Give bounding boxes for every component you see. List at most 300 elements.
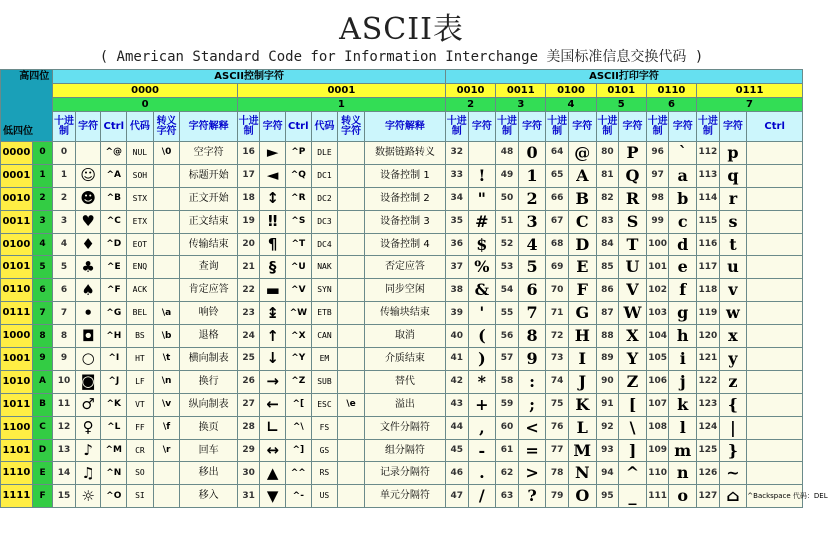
low-bits-label: 1000: [1, 325, 33, 348]
table-row: [1, 164, 803, 187]
high-bits-header: 0011: [496, 84, 546, 98]
decimal-cell: 71: [546, 302, 569, 325]
decimal-cell: 62: [496, 462, 519, 485]
decimal-cell: 112: [697, 142, 720, 165]
column-header: 十进制: [445, 112, 468, 142]
decimal-cell: 83: [596, 210, 619, 233]
decimal-cell: 40: [445, 325, 468, 348]
ctrl-cell: ^L: [101, 416, 127, 439]
decimal-cell: 111: [646, 485, 669, 508]
low-hex-label: 4: [32, 233, 53, 256]
description-cell: 溢出: [364, 393, 445, 416]
code-cell: VT: [127, 393, 154, 416]
escape-cell: [153, 187, 180, 210]
char-cell: O: [568, 485, 596, 508]
decimal-cell: 6: [53, 279, 76, 302]
low-hex-label: A: [32, 370, 53, 393]
char-cell: #: [468, 210, 496, 233]
table-row: [1, 439, 803, 462]
char-cell: ": [468, 187, 496, 210]
decimal-cell: 49: [496, 164, 519, 187]
decimal-cell: 53: [496, 256, 519, 279]
low-bits-label: 1110: [1, 462, 33, 485]
decimal-cell: 97: [646, 164, 669, 187]
decimal-cell: 7: [53, 302, 76, 325]
decimal-cell: 81: [596, 164, 619, 187]
page-title: ASCII表: [339, 12, 464, 47]
ctrl-cell: [747, 142, 803, 165]
column-header: 十进制: [496, 112, 519, 142]
high-bits-header: 0001: [237, 84, 445, 98]
char-cell: ►: [260, 142, 286, 165]
decimal-cell: 98: [646, 187, 669, 210]
char-cell: *: [468, 370, 496, 393]
low-hex-label: 5: [32, 256, 53, 279]
escape-cell: [338, 462, 365, 485]
column-header: 字符: [619, 112, 647, 142]
decimal-cell: 95: [596, 485, 619, 508]
code-cell: HT: [127, 348, 154, 371]
decimal-cell: 41: [445, 348, 468, 371]
escape-cell: \t: [153, 348, 180, 371]
decimal-cell: 110: [646, 462, 669, 485]
char-cell: c: [669, 210, 697, 233]
char-cell: ▼: [260, 485, 286, 508]
escape-cell: [338, 416, 365, 439]
description-cell: 退格: [180, 325, 237, 348]
decimal-cell: 60: [496, 416, 519, 439]
code-cell: RS: [311, 462, 338, 485]
decimal-cell: 114: [697, 187, 720, 210]
code-cell: DLE: [311, 142, 338, 165]
char-cell: 7: [518, 302, 546, 325]
char-cell: X: [619, 325, 647, 348]
low-bits-label: 0111: [1, 302, 33, 325]
table-row: [1, 393, 803, 416]
description-cell: 设备控制 3: [364, 210, 445, 233]
char-cell: ~: [719, 462, 747, 485]
ctrl-cell: ^Q: [285, 164, 311, 187]
code-cell: ENQ: [127, 256, 154, 279]
low-hex-label: B: [32, 393, 53, 416]
decimal-cell: 75: [546, 393, 569, 416]
low-bits-label: 0110: [1, 279, 33, 302]
char-cell: K: [568, 393, 596, 416]
ctrl-cell: [747, 187, 803, 210]
decimal-cell: 127: [697, 485, 720, 508]
char-cell: r: [719, 187, 747, 210]
decimal-cell: 58: [496, 370, 519, 393]
char-cell: >: [518, 462, 546, 485]
char-cell: ○: [75, 348, 101, 371]
escape-cell: [153, 233, 180, 256]
escape-cell: [338, 439, 365, 462]
column-header: 字符: [468, 112, 496, 142]
decimal-cell: 108: [646, 416, 669, 439]
char-cell: d: [669, 233, 697, 256]
low-bits-label: 1001: [1, 348, 33, 371]
column-header: 十进制: [697, 112, 720, 142]
escape-cell: [153, 462, 180, 485]
decimal-cell: 121: [697, 348, 720, 371]
decimal-cell: 101: [646, 256, 669, 279]
decimal-cell: 36: [445, 233, 468, 256]
decimal-cell: 125: [697, 439, 720, 462]
ctrl-cell: ^W: [285, 302, 311, 325]
ctrl-cell: ^S: [285, 210, 311, 233]
control-section-header: ASCII控制字符: [53, 70, 446, 84]
low-hex-label: F: [32, 485, 53, 508]
decimal-cell: 25: [237, 348, 260, 371]
char-cell: ▬: [260, 279, 286, 302]
description-cell: 同步空闲: [364, 279, 445, 302]
decimal-cell: 54: [496, 279, 519, 302]
char-cell: (: [468, 325, 496, 348]
decimal-cell: 24: [237, 325, 260, 348]
char-cell: J: [568, 370, 596, 393]
low-hex-label: E: [32, 462, 53, 485]
decimal-cell: 17: [237, 164, 260, 187]
char-cell: ↕: [260, 187, 286, 210]
low-bits-label: 1111: [1, 485, 33, 508]
decimal-cell: 70: [546, 279, 569, 302]
decimal-cell: 109: [646, 439, 669, 462]
char-cell: v: [719, 279, 747, 302]
high-hex-header: 3: [496, 98, 546, 112]
decimal-cell: 43: [445, 393, 468, 416]
char-cell: T: [619, 233, 647, 256]
decimal-cell: 9: [53, 348, 76, 371]
escape-cell: \e: [338, 393, 365, 416]
char-cell: I: [568, 348, 596, 371]
char-cell: u: [719, 256, 747, 279]
char-cell: D: [568, 233, 596, 256]
char-cell: %: [468, 256, 496, 279]
char-cell: ‼: [260, 210, 286, 233]
escape-cell: [338, 302, 365, 325]
ctrl-cell: ^C: [101, 210, 127, 233]
table-row: [1, 187, 803, 210]
description-cell: 回车: [180, 439, 237, 462]
decimal-cell: 22: [237, 279, 260, 302]
decimal-cell: 93: [596, 439, 619, 462]
escape-cell: [338, 233, 365, 256]
column-header: 字符: [719, 112, 747, 142]
description-cell: 正文结束: [180, 210, 237, 233]
decimal-cell: 126: [697, 462, 720, 485]
char-cell: l: [669, 416, 697, 439]
decimal-cell: 89: [596, 348, 619, 371]
decimal-cell: 30: [237, 462, 260, 485]
char-cell: q: [719, 164, 747, 187]
char-cell: ♠: [75, 279, 101, 302]
char-cell: ♂: [75, 393, 101, 416]
char-cell: ∟: [260, 416, 286, 439]
ctrl-cell: ^V: [285, 279, 311, 302]
ctrl-cell: ^X: [285, 325, 311, 348]
ctrl-cell: ^P: [285, 142, 311, 165]
decimal-cell: 57: [496, 348, 519, 371]
char-cell: :: [518, 370, 546, 393]
char-cell: R: [619, 187, 647, 210]
char-cell: t: [719, 233, 747, 256]
escape-cell: [338, 325, 365, 348]
char-cell: =: [518, 439, 546, 462]
code-cell: NUL: [127, 142, 154, 165]
char-cell: $: [468, 233, 496, 256]
decimal-cell: 32: [445, 142, 468, 165]
char-cell: F: [568, 279, 596, 302]
description-cell: 换页: [180, 416, 237, 439]
decimal-cell: 35: [445, 210, 468, 233]
description-cell: 取消: [364, 325, 445, 348]
code-cell: BEL: [127, 302, 154, 325]
char-cell: ': [468, 302, 496, 325]
decimal-cell: 100: [646, 233, 669, 256]
escape-cell: [338, 164, 365, 187]
char-cell: ¶: [260, 233, 286, 256]
decimal-cell: 2: [53, 187, 76, 210]
decimal-cell: 66: [546, 187, 569, 210]
char-cell: ▲: [260, 462, 286, 485]
ascii-grid: [0, 69, 828, 508]
char-cell: 5: [518, 256, 546, 279]
ctrl-cell: ^Z: [285, 370, 311, 393]
description-cell: 传输结束: [180, 233, 237, 256]
code-cell: SYN: [311, 279, 338, 302]
decimal-cell: 69: [546, 256, 569, 279]
ctrl-cell: ^Backspace 代码：DEL: [747, 485, 803, 508]
char-cell: i: [669, 348, 697, 371]
high-nibble-label: 高四位: [19, 71, 50, 82]
ctrl-cell: ^G: [101, 302, 127, 325]
low-hex-label: 6: [32, 279, 53, 302]
description-cell: 数据链路转义: [364, 142, 445, 165]
decimal-cell: 4: [53, 233, 76, 256]
char-cell: P: [619, 142, 647, 165]
description-cell: 换行: [180, 370, 237, 393]
char-cell: •: [75, 302, 101, 325]
decimal-cell: 64: [546, 142, 569, 165]
code-cell: FF: [127, 416, 154, 439]
decimal-cell: 14: [53, 462, 76, 485]
decimal-cell: 77: [546, 439, 569, 462]
description-cell: 响铃: [180, 302, 237, 325]
char-cell: &: [468, 279, 496, 302]
decimal-cell: 47: [445, 485, 468, 508]
ctrl-cell: [747, 462, 803, 485]
decimal-cell: 119: [697, 302, 720, 325]
code-cell: DC4: [311, 233, 338, 256]
code-cell: LF: [127, 370, 154, 393]
char-cell: ↓: [260, 348, 286, 371]
column-header: 十进制: [646, 112, 669, 142]
low-hex-label: 0: [32, 142, 53, 165]
char-cell: 9: [518, 348, 546, 371]
char-cell: ⌂: [719, 485, 747, 508]
decimal-cell: 59: [496, 393, 519, 416]
decimal-cell: 19: [237, 210, 260, 233]
decimal-cell: 21: [237, 256, 260, 279]
char-cell: [468, 142, 496, 165]
ctrl-cell: ^K: [101, 393, 127, 416]
ctrl-cell: ^-: [285, 485, 311, 508]
char-cell: 1: [518, 164, 546, 187]
char-cell: ◘: [75, 325, 101, 348]
decimal-cell: 124: [697, 416, 720, 439]
code-cell: CR: [127, 439, 154, 462]
char-cell: /: [468, 485, 496, 508]
high-hex-header: 7: [697, 98, 803, 112]
char-cell: ♪: [75, 439, 101, 462]
escape-cell: \f: [153, 416, 180, 439]
description-cell: 组分隔符: [364, 439, 445, 462]
escape-cell: [153, 210, 180, 233]
char-cell: ☼: [75, 485, 101, 508]
description-cell: 传输块结束: [364, 302, 445, 325]
low-hex-label: 7: [32, 302, 53, 325]
high-hex-header: 4: [546, 98, 596, 112]
ctrl-cell: [747, 370, 803, 393]
table-row: [1, 462, 803, 485]
ctrl-cell: ^H: [101, 325, 127, 348]
code-cell: ESC: [311, 393, 338, 416]
char-cell: `: [669, 142, 697, 165]
escape-cell: [153, 485, 180, 508]
description-cell: 记录分隔符: [364, 462, 445, 485]
char-cell: ←: [260, 393, 286, 416]
decimal-cell: 106: [646, 370, 669, 393]
decimal-cell: 78: [546, 462, 569, 485]
table-row: [1, 210, 803, 233]
column-header: 十进制: [53, 112, 76, 142]
char-cell: A: [568, 164, 596, 187]
code-cell: DC3: [311, 210, 338, 233]
decimal-cell: 96: [646, 142, 669, 165]
ctrl-cell: ^@: [101, 142, 127, 165]
escape-cell: [338, 256, 365, 279]
char-cell: L: [568, 416, 596, 439]
escape-cell: [153, 256, 180, 279]
decimal-cell: 116: [697, 233, 720, 256]
decimal-cell: 20: [237, 233, 260, 256]
ctrl-cell: [747, 233, 803, 256]
decimal-cell: 117: [697, 256, 720, 279]
decimal-cell: 72: [546, 325, 569, 348]
char-cell: ♀: [75, 416, 101, 439]
decimal-cell: 102: [646, 279, 669, 302]
decimal-cell: 104: [646, 325, 669, 348]
code-cell: SI: [127, 485, 154, 508]
low-hex-label: 8: [32, 325, 53, 348]
ctrl-cell: ^[: [285, 393, 311, 416]
low-bits-label: 0101: [1, 256, 33, 279]
char-cell: S: [619, 210, 647, 233]
decimal-cell: 79: [546, 485, 569, 508]
decimal-cell: 46: [445, 462, 468, 485]
char-cell: Y: [619, 348, 647, 371]
code-cell: EM: [311, 348, 338, 371]
char-cell: 3: [518, 210, 546, 233]
char-cell: !: [468, 164, 496, 187]
char-cell: }: [719, 439, 747, 462]
ctrl-cell: ^]: [285, 439, 311, 462]
table-row: [1, 325, 803, 348]
low-bits-label: 0000: [1, 142, 33, 165]
char-cell: |: [719, 416, 747, 439]
char-cell: p: [719, 142, 747, 165]
decimal-cell: 16: [237, 142, 260, 165]
decimal-cell: 65: [546, 164, 569, 187]
code-cell: GS: [311, 439, 338, 462]
high-hex-header: 0: [53, 98, 238, 112]
ctrl-cell: [747, 210, 803, 233]
table-row: [1, 233, 803, 256]
escape-cell: [153, 164, 180, 187]
char-cell: +: [468, 393, 496, 416]
char-cell: ]: [619, 439, 647, 462]
corner-cell: [1, 70, 53, 142]
decimal-cell: 38: [445, 279, 468, 302]
decimal-cell: 11: [53, 393, 76, 416]
char-cell: V: [619, 279, 647, 302]
char-cell: ↔: [260, 439, 286, 462]
ctrl-cell: ^A: [101, 164, 127, 187]
decimal-cell: 63: [496, 485, 519, 508]
code-cell: SO: [127, 462, 154, 485]
char-cell: ♣: [75, 256, 101, 279]
ctrl-cell: ^T: [285, 233, 311, 256]
char-cell: ◙: [75, 370, 101, 393]
column-header: 转义字符: [338, 112, 365, 142]
decimal-cell: 8: [53, 325, 76, 348]
ctrl-cell: [747, 416, 803, 439]
low-hex-label: 1: [32, 164, 53, 187]
char-cell: _: [619, 485, 647, 508]
table-row: [1, 302, 803, 325]
high-bits-header: 0000: [53, 84, 238, 98]
decimal-cell: 68: [546, 233, 569, 256]
decimal-cell: 39: [445, 302, 468, 325]
char-cell: [: [619, 393, 647, 416]
decimal-cell: 42: [445, 370, 468, 393]
column-header: 十进制: [596, 112, 619, 142]
description-cell: 正文开始: [180, 187, 237, 210]
escape-cell: \a: [153, 302, 180, 325]
decimal-cell: 1: [53, 164, 76, 187]
char-cell: 4: [518, 233, 546, 256]
description-cell: 肯定应答: [180, 279, 237, 302]
char-cell: a: [669, 164, 697, 187]
low-bits-label: 1010: [1, 370, 33, 393]
column-header: 字符: [669, 112, 697, 142]
ctrl-cell: ^R: [285, 187, 311, 210]
char-cell: [75, 142, 101, 165]
column-header: 字符: [518, 112, 546, 142]
char-cell: 6: [518, 279, 546, 302]
code-cell: STX: [127, 187, 154, 210]
char-cell: \: [619, 416, 647, 439]
column-header: Ctrl: [285, 112, 311, 142]
decimal-cell: 33: [445, 164, 468, 187]
ctrl-cell: ^O: [101, 485, 127, 508]
code-cell: US: [311, 485, 338, 508]
char-cell: H: [568, 325, 596, 348]
high-bits-header: 0100: [546, 84, 596, 98]
decimal-cell: 122: [697, 370, 720, 393]
low-hex-label: 2: [32, 187, 53, 210]
decimal-cell: 34: [445, 187, 468, 210]
